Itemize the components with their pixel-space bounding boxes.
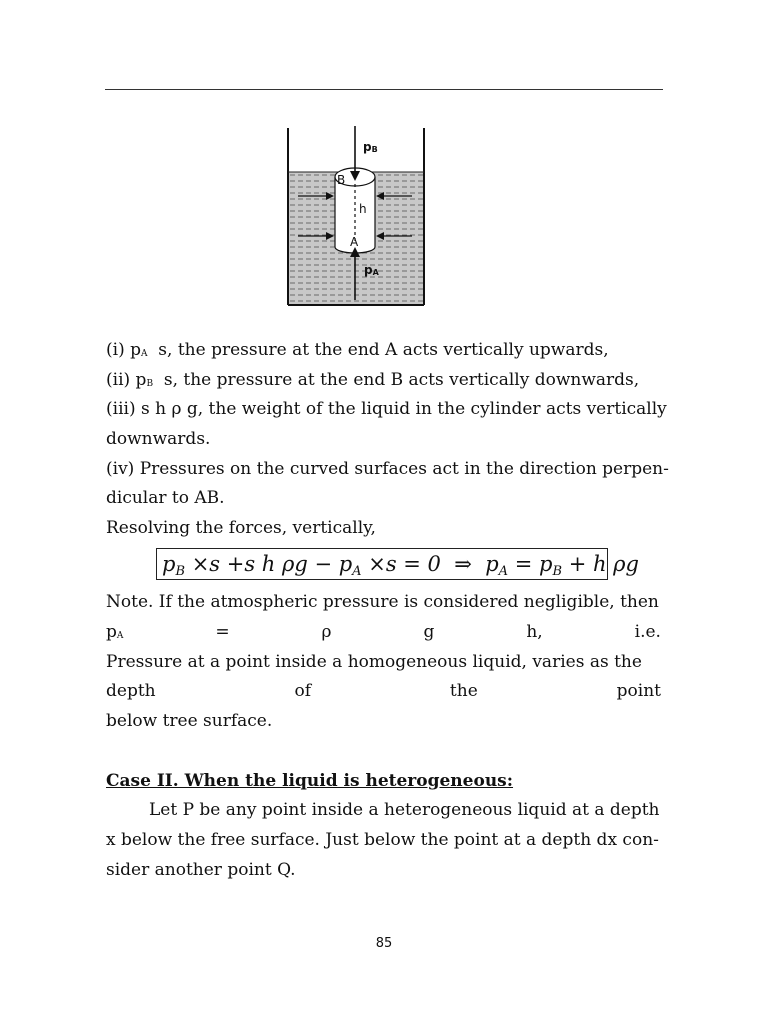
item-iv-line1: (iv) Pressures on the curved surfaces act in the direction perpen-	[106, 459, 669, 479]
label-h: h	[359, 202, 367, 216]
case2-heading: Case II. When the liquid is heterogeneous:	[106, 771, 514, 791]
label-a: A	[350, 235, 359, 249]
case2-line3: sider another point Q.	[106, 860, 296, 880]
cylinder-diagram	[282, 124, 432, 308]
label-pb: pB	[363, 140, 378, 154]
case2-line2: x below the free surface. Just below the point at a depth dx con-	[106, 830, 659, 850]
equation: $p_B \times s +s$ h $\rho g - p_A \times s = 0$ ⇒ $p_A = p_B + h$ ρg	[162, 552, 639, 579]
resolving-text: Resolving the forces, vertically,	[106, 518, 376, 538]
note-line1: Note. If the atmospheric pressure is considered negligible, then	[106, 592, 659, 612]
note-line4: depth of the point	[106, 681, 661, 701]
item-ii: (ii) pB s, the pressure at the end B acts vertically downwards,	[106, 370, 640, 390]
item-iv-line2: dicular to AB.	[106, 488, 225, 508]
note-line5: below tree surface.	[106, 711, 273, 731]
case2-line1: Let P be any point inside a heterogeneous liquid at a depth	[149, 800, 660, 820]
label-b: B	[337, 173, 346, 187]
note-line2: pA = ρ g h, i.e.	[106, 622, 661, 642]
page-number: 85	[375, 936, 393, 951]
item-iii-line2: downwards.	[106, 429, 211, 449]
header-rule	[105, 89, 663, 90]
item-iii-line1: (iii) s h ρ g, the weight of the liquid in the cylinder acts vertically	[106, 399, 667, 419]
equation-box	[156, 548, 639, 580]
label-pa: pA	[364, 263, 379, 277]
note-line3: Pressure at a point inside a homogeneous liquid, varies as the	[106, 652, 642, 672]
item-i: (i) pA s, the pressure at the end A acts vertically upwards,	[106, 340, 609, 360]
